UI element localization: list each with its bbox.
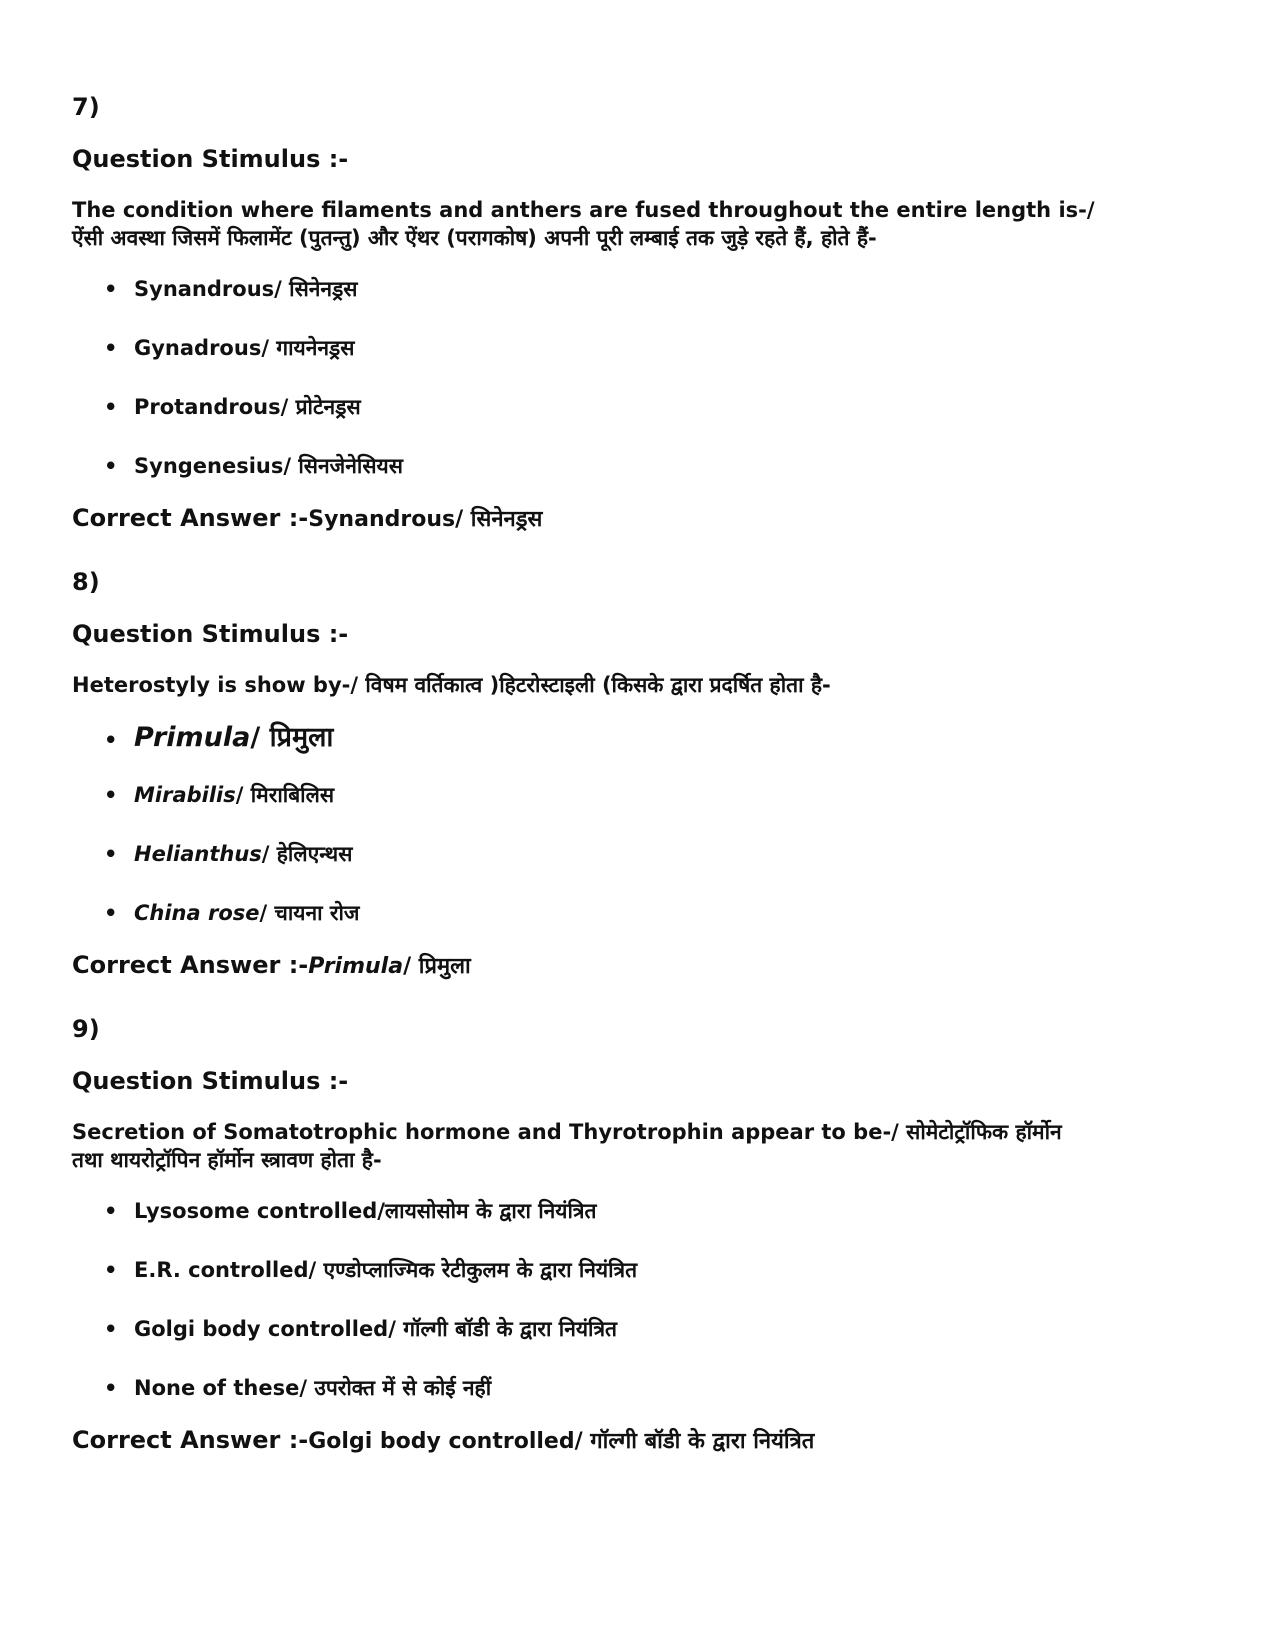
bullet-icon: • [104, 277, 118, 301]
option-list [72, 274, 1202, 481]
option-item [104, 274, 1202, 304]
question-number: 8) [72, 568, 100, 596]
option-text: Syngenesius/ सिनजेनेसियस [134, 454, 403, 478]
option-item [104, 721, 1202, 755]
correct-answer-label: Correct Answer :- [72, 1426, 309, 1454]
question-stimulus-line: तथा थायरोट्रॉपिन हॉर्मोन स्त्रावण होता है- [72, 1148, 382, 1172]
question-number: 9) [72, 1015, 100, 1043]
option-text: Lysosome controlled/लायसोसोम के द्वारा नियंत्रित [134, 1199, 597, 1223]
correct-answer-value: Synandrous/ सिनेनड्रस [308, 507, 543, 532]
bullet-icon: • [104, 728, 118, 752]
bullet-icon: • [104, 901, 118, 925]
option-italic-text: Mirabilis [134, 783, 236, 807]
bullet-icon: • [104, 1199, 118, 1223]
correct-answer-value: / प्रिमुला [403, 954, 471, 979]
question-stimulus-line: ऐंसी अवस्था जिसमें फिलामेंट (पुतन्तु) और ऐंथर (परागकोष) अपनी पूरी लम्बाई तक जुड़े रहते हैं, होते हैं- [72, 226, 877, 250]
bullet-icon: • [104, 842, 118, 866]
option-item [104, 451, 1202, 481]
option-italic-text: Primula [134, 722, 251, 753]
option-text: Golgi body controlled/ गॉल्गी बॉडी के द्वारा नियंत्रित [134, 1317, 618, 1341]
option-italic-text: Helianthus [134, 842, 262, 866]
option-text: Protandrous/ प्रोटेनड्रस [134, 395, 361, 419]
question-stimulus-line: Heterostyly is show by-/ विषम वर्तिकात्व )हिटरोस्टाइली (किसके द्वारा प्रदर्षित होता है- [72, 673, 831, 697]
correct-answer [72, 950, 1202, 982]
option-item [104, 333, 1202, 363]
question-stimulus-text [72, 671, 1202, 699]
option-text: Synandrous/ सिनेनड्रस [134, 277, 358, 301]
correct-answer-value: Golgi body controlled/ गॉल्गी बॉडी के द्वारा नियंत्रित [308, 1429, 815, 1454]
option-item [104, 1373, 1202, 1403]
correct-answer [72, 503, 1202, 535]
option-text: / प्रिमुला [250, 722, 334, 753]
correct-answer [72, 1425, 1202, 1457]
question-block [72, 567, 1202, 982]
question-block [72, 92, 1202, 535]
correct-answer-label: Correct Answer :- [72, 951, 309, 979]
option-text: / हेलिएन्थस [261, 842, 353, 866]
bullet-icon: • [104, 454, 118, 478]
option-text: None of these/ उपरोक्त में से कोई नहीं [134, 1376, 492, 1400]
question-stimulus-text [72, 1118, 1202, 1174]
option-item [104, 1314, 1202, 1344]
bullet-icon: • [104, 395, 118, 419]
bullet-icon: • [104, 783, 118, 807]
bullet-icon: • [104, 1258, 118, 1282]
question-stimulus-text [72, 196, 1202, 252]
option-item [104, 1196, 1202, 1226]
option-text: / चायना रोज [259, 901, 360, 925]
correct-answer-label: Correct Answer :- [72, 504, 309, 532]
question-stimulus-label: Question Stimulus :- [72, 145, 349, 173]
option-item [104, 839, 1202, 869]
option-list [72, 1196, 1202, 1403]
bullet-icon: • [104, 336, 118, 360]
option-text: Gynadrous/ गायनेनड्रस [134, 336, 355, 360]
option-item [104, 1255, 1202, 1285]
bullet-icon: • [104, 1317, 118, 1341]
question-stimulus-line: The condition where filaments and anthers are fused throughout the entire length is-/ [72, 198, 1095, 222]
question-stimulus-label: Question Stimulus :- [72, 1067, 349, 1095]
option-item [104, 898, 1202, 928]
option-italic-text: China rose [134, 901, 260, 925]
option-text: E.R. controlled/ एण्डोप्लाज्मिक रेटीकुलम के द्वारा नियंत्रित [134, 1258, 638, 1282]
option-text: / मिराबिलिस [235, 783, 335, 807]
question-stimulus-label: Question Stimulus :- [72, 620, 349, 648]
bullet-icon: • [104, 1376, 118, 1400]
question-block [72, 1014, 1202, 1457]
option-item [104, 780, 1202, 810]
question-stimulus-line: Secretion of Somatotrophic hormone and Thyrotrophin appear to be-/ सोमेटोट्रॉफिक हॉर्मोन [72, 1120, 1062, 1144]
option-list [72, 721, 1202, 928]
correct-answer-italic-value: Primula [308, 954, 404, 979]
option-item [104, 392, 1202, 422]
question-number: 7) [72, 93, 100, 121]
question-paper-page [72, 92, 1202, 1489]
